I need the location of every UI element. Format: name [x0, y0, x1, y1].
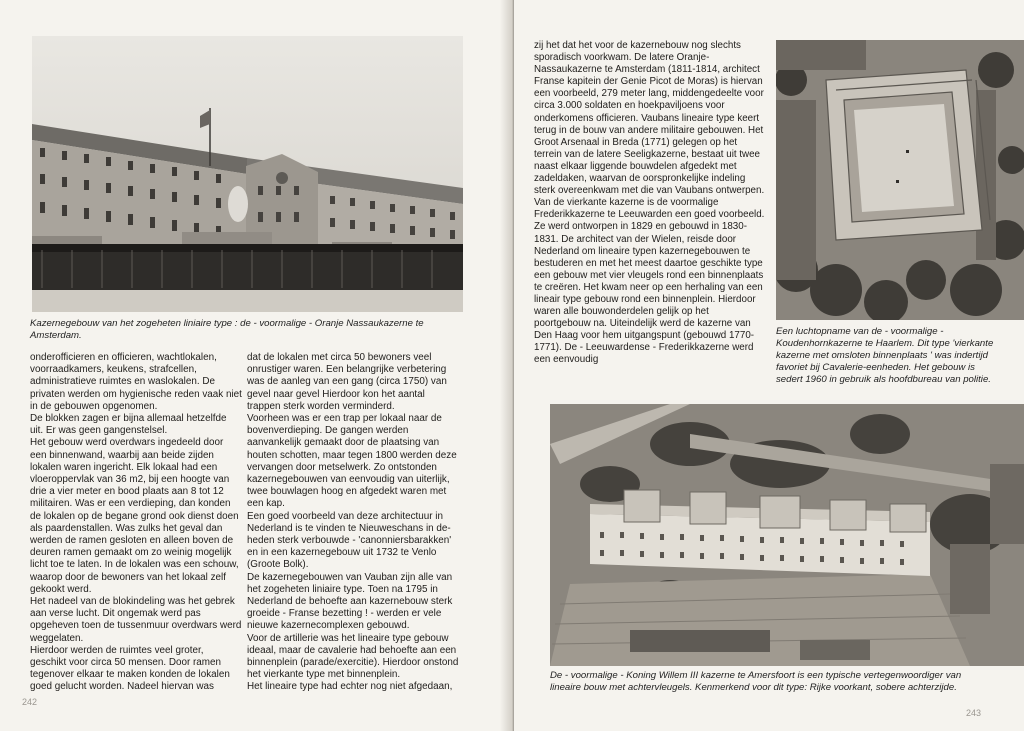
- left-column-2: [247, 352, 461, 694]
- photo-caption: Kazernegebouw van het zogeheten liniaire type : de - voormalige - Oranje Nassaukazerne te Amsterdam.: [30, 318, 424, 341]
- paragraph: Een goed voorbeeld van deze architectuur in Nederland is te vinden te Nieuweschans in de-heden sterk verbouwde - 'canonniersbarakken' en in een kazernegebouw uit 1732 te Venlo (Groote Bolk).: [247, 510, 452, 571]
- aerial-photo-amersfoort: [550, 404, 1024, 666]
- paragraph: Het nadeel van de blokindeling was het gebrek aan verse lucht. Dit ongemak werd pas opgeheven toen de tussenmuur overdwars werd weggelaten.: [30, 596, 242, 644]
- page-number-left: 242: [22, 697, 38, 707]
- right-column-text: zij het dat het voor de kazernebouw nog slechts sporadisch voorkwam. De latere Oranje-Nassaukazerne te Amsterdam (1811-1814, architect Franse kapitein der Genie Picot de Moras) is hiervan een voorbeeld, 279 meter lang, middengedeelte voor circa 3.000 soldaten en hoekpaviljoens voor onderkomens officieren. Vaubans lineaire type keert terug in de bouw van andere militaire gebouwen. Het Groot Arsenaal in Breda (1771) gelegen op het terrein van de latere Seeligkazerne, bestaat uit twee naast elkaar liggende bouwdelen afgedekt met zadeldaken, waarvan de oorspronkelijke indeling sterk overeenkwam met die van Vaubans ontwerpen. Van de vierkante kazerne is de voormalige Frederikkazerne te Leeuwarden een goed voorbeeld. Ze werd ontworpen in 1829 en gebouwd in 1830-1831. De architect van der Wielen, reisde door Nederland om lineaire typen kazernegebouwen te bestuderen en met het meest daartoe geschikte type een gebouw met vier vleugels rond een binnenplaats te creëren. Het kwam neer op een herhaling van een lineair type gebouw rond een binnenplein. Hierdoor waren alle bouwonderdelen gelijk op het poortgebouw na. Uiteindelijk werd de kazerne van Den Haag voor hem uitgangspunt (gebouwd 1770-1771). De - Leeuwardense - Frederikkazerne werd een eenvoudig: [534, 40, 765, 366]
- aerial-photo-haarlem: [776, 40, 1024, 320]
- right-page: [514, 0, 1024, 731]
- paragraph: De blokken zagen er bijna allemaal hetzelfde uit. Er was geen gangenstelsel.: [30, 413, 227, 437]
- aerial-caption-haarlem: Een luchtopname van de - voormalige - Koudenhornkazerne te Haarlem. Dit type 'vierkante kazerne met omsloten binnenplaats ' was indertijd favoriet bij Cavalerie-eenheden. Het gebouw is sedert 1960 in gebruik als hoofdbureau van politie.: [776, 326, 994, 385]
- page-number-right: 243: [966, 708, 982, 718]
- left-page: [0, 0, 508, 731]
- paragraph: dat de lokalen met circa 50 bewoners veel onrustiger waren. Een belangrijke verbetering was de aanleg van een gang (circa 1750) van gevel naar gevel Hierdoor kon het aantal trappen sterk worden verminderd.: [247, 352, 447, 412]
- paragraph: Voorheen was er een trap per lokaal naar de bovenverdieping. De gangen werden aanvankelijk gemaakt door de plaatsing van houten schotten, maar tegen 1800 werden deze vervangen door metselwerk. Zo ontstonden kazernegebouwen van eenvoudig van uiterlijk, twee bouwlagen hoog en afgedekt waren met een kap.: [247, 413, 457, 510]
- paragraph: onderofficieren en officieren, wachtlokalen, voorraadkamers, keukens, strafcellen, administratieve ruimtes en waslokalen. De privaten werden om hygienische reden vaak niet in de gebouwen opgenomen.: [30, 352, 242, 412]
- barracks-photo: [32, 36, 463, 312]
- aerial-caption-amersfoort: De - voormalige - Koning Willem III kazerne te Amersfoort is een typische vertegenwoordiger van lineaire bouw met achtervleugels. Kenmerkend voor dit type: Rijke voorkant, sobere achterzijde.: [550, 670, 962, 693]
- paragraph: Het gebouw werd overdwars ingedeeld door een binnenwand, waarbij aan beide zijden lokalen waren ingericht. Elk lokaal had een vloeroppervlak van 36 m2, bij een hoogte van drie a vier meter en bood plaats aan 8 tot 12 militairen. Was er een verdieping, dan konden de lokalen op de begane grond ook dienst doen als paardenstallen. Was zulks het geval dan werden de ramen gesloten en alleen boven de deuren ramen gemaakt om zo weinig mogelijk licht toe te laten. In de lokalen was een schouw, waarop door de bewoners van het lokaal zelf gekookt werd.: [30, 437, 239, 595]
- paragraph: De kazernegebouwen van Vauban zijn alle van het zogeheten liniaire type. Toen na 1795 in Nederland de behoefte aan kazernebouw sterk groeide - Franse bezetting ! - werden er vele nieuwe kazernecomplexen gebouwd.: [247, 571, 453, 632]
- paragraph: Het lineaire type had echter nog niet afgedaan,: [247, 681, 453, 693]
- left-column-1: [30, 352, 242, 694]
- paragraph: Hierdoor werden de ruimtes veel groter, geschikt voor circa 50 mensen. Door ramen tegenover elkaar te maken konden de lokalen goed gelucht worden. Nadeel hiervan was: [30, 644, 230, 693]
- paragraph: Voor de artillerie was het lineaire type gebouw ideaal, maar de cavalerie had behoefte aan een binnenplein (parade/exercitie). Hierdoor onstond het vierkante type met binnenplein.: [247, 632, 459, 681]
